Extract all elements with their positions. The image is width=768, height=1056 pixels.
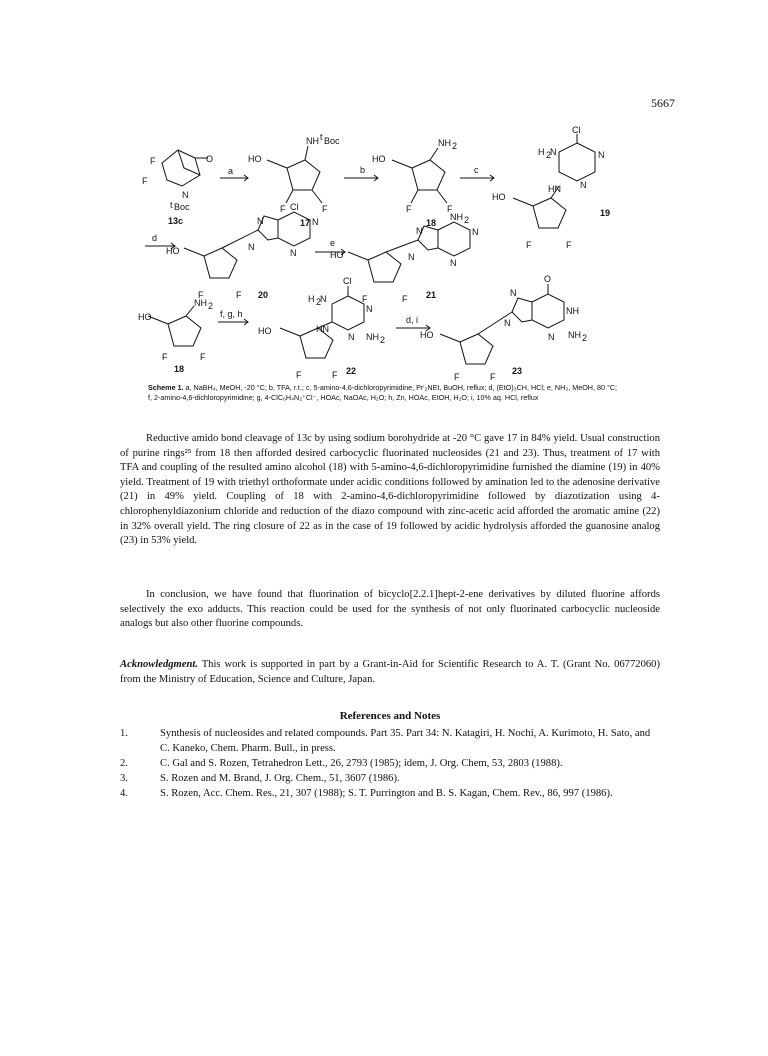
compound-13c: 13c [168,216,184,226]
acknowledgment-text: This work is supported in part by a Grant-in-Aid for Scientific Research to A. T. (Grant No. 06772060) from the Ministry of Education, Science and Culture, Japan. [120,659,660,685]
compound-18: 18 [174,364,185,374]
paragraph-conclusion [120,588,660,632]
atom-ho: HO [166,246,180,256]
atom-nhboc: NH [306,136,319,146]
atom-n: N [348,332,355,342]
caption-label: Scheme 1. [148,383,184,392]
structure-18 [412,160,445,190]
atom-nh2: NH [568,330,581,340]
atom-n: N [248,242,255,252]
references-list [120,726,660,801]
atom-nh2: NH [194,298,207,308]
atom-ho: HO [138,312,152,322]
reference-text: C. Gal and S. Rozen, Tetrahedron Lett., 26, 2793 (1985); idem, J. Org. Chem, 53, 2803 (1988). [160,758,563,769]
atom-ho: HO [330,250,344,260]
atom-ho: HO [492,192,506,202]
atom-hn: HN [548,184,561,194]
atom-n: N [320,294,327,304]
structure-17 [287,160,320,190]
structure-23-ring [460,334,493,364]
atom-n: N [580,180,587,190]
page-number: 5667 [651,96,675,110]
atom-f: F [362,294,368,304]
atom-h2n: H [308,294,315,304]
atom-nh2: NH [438,138,451,148]
arrow-e-label: e [330,238,336,248]
arrow-b-label: b [360,165,366,175]
compound-18: 18 [426,218,437,228]
acknowledgment-heading: Acknowledgment. [120,659,198,670]
structure-21-purine [438,222,470,256]
atom-n: N [290,248,297,258]
atom-n: N [408,252,415,262]
atom-n: N [472,227,479,237]
reference-number: 3. [120,773,128,784]
atom-f: F [142,176,148,186]
acknowledgment [120,658,660,687]
reference-item [120,726,660,756]
reaction-scheme [138,125,640,383]
reference-item [120,756,660,771]
atom-n: N [182,190,189,200]
atom-n: N [504,318,511,328]
atom-f: F [198,290,204,300]
scheme-caption [148,383,618,403]
atom-f: F [490,372,496,382]
atom-boc: Boc [324,136,340,146]
atom-f: F [322,204,328,214]
structure-19-ring [533,198,566,228]
atom-nh2: NH [450,212,463,222]
reference-text: S. Rozen, Acc. Chem. Res., 21, 307 (1988); S. T. Purrington and B. S. Kagan, Chem. Rev., 86, 997 (1986). [160,788,613,799]
atom-sub2: 2 [464,215,470,225]
arrow-d-label: d [152,233,158,243]
atom-n: N [416,226,423,236]
atom-n: N [450,258,457,268]
references-title: References and Notes [339,710,441,722]
atom-nh: NH [566,306,579,316]
compound-19: 19 [600,208,611,218]
atom-f: F [402,294,408,304]
atom-sub2: 2 [452,141,458,151]
atom-n: N [548,332,555,342]
atom-n: N [366,304,373,314]
atom-n: N [510,288,517,298]
atom-nh2: NH [366,332,379,342]
atom-cl: Cl [572,125,581,135]
atom-hn: HN [316,324,329,334]
atom-t: t [320,132,323,142]
atom-f: F [454,372,460,382]
atom-ho: HO [420,330,434,340]
atom-o: O [206,154,214,164]
atom-t: t [170,200,173,210]
reference-item [120,786,660,801]
reference-item [120,771,660,786]
atom-f: F [447,204,453,214]
structure-18-row3 [168,316,201,346]
atom-ho: HO [372,154,386,164]
atom-f: F [332,370,338,380]
reference-text: S. Rozen and M. Brand, J. Org. Chem., 51, 3607 (1986). [160,773,400,784]
atom-f: F [406,204,412,214]
atom-f: F [200,352,206,362]
atom-n: N [257,216,264,226]
atom-sub2: 2 [582,333,588,343]
structure-20-ring [204,248,237,278]
atom-f: F [150,156,156,166]
reference-number: 4. [120,788,128,799]
structure-19-pyrimidine [559,143,595,181]
atom-ho: HO [258,326,272,336]
atom-sub2: 2 [380,335,386,345]
arrow-c-label: c [474,165,479,175]
caption-text: a, NaBH₄, MeOH, -20 °C; b, TFA, r.t.; c, 5-amino-4,6-dichloropyrimidine, Prⁱ₂NEt, BuOH, reflux; d, (EtO)₃CH, HCl; e, NH₃, MeOH, 80 °C; f, 2-amino-4,6-dichloropyrimidine; g, 4-ClC₆H₄N₂⁺Cl⁻, HOAc, NaOAc, H₂O; h, Zn, HOAc, EtOH, H₂O; i, 10% aq. HCl, reflux [148,383,618,402]
atom-f: F [526,240,532,250]
compound-17: 17 [300,218,311,228]
structure-23-purine [532,294,564,328]
atom-cl: Cl [343,276,352,286]
compound-21: 21 [426,290,437,300]
arrow-a-label: a [228,166,234,176]
atom-f: F [280,204,286,214]
atom-sub2: 2 [546,150,552,160]
paragraph-results [120,432,660,549]
structure-22-pyrimidine [332,296,364,330]
compound-23: 23 [512,366,523,376]
atom-sub2: 2 [316,297,322,307]
atom-h2n: H [538,147,545,157]
reference-text: Synthesis of nucleosides and related compounds. Part 35. Part 34: N. Katagiri, H. Nochi, A. Kurimoto, H. Sato, and C. Kaneko, Chem. Pharm. Bull., in press. [160,728,651,754]
paragraph-text: In conclusion, we have found that fluorination of bicyclo[2.2.1]hept-2-ene derivatives by diluted fluorine affords selectively the exo adducts. This reaction could be used for the synthesis of not only fluorinated carbocyclic nucleoside analogs but also other fluorine compounds. [120,589,660,630]
atom-f: F [296,370,302,380]
atom-f: F [236,290,242,300]
paragraph-text: Reductive amido bond cleavage of 13c by using sodium borohydride at -20 °C gave 17 in 84% yield. Usual construction of purine rings²⁵ from 18 then afforded desired carbocyclic fluorinated nucleosides (21 and 23). Thus, treatment of 17 with TFA and coupling of the resulted amino alcohol (18) with 5-amino-4,6-dichloropyrimidine furnished the diamine (19) in 40% yield. Treatment of 19 with triethyl orthoformate under acidic conditions followed by amination led to the adenosine derivative (21) in 49% yield. Coupling of 18 with 2-amino-4,6-dichloropyrimidine followed by diazotization using 4-chlorophenyldiazonium chloride and reduction of the diazo compound with zinc-acetic acid afforded the aromatic amine (22) in 32% overall yield. The ring closure of 22 as in the case of 19 followed by acidic hydrolysis afforded the guanosine analog (23) in 53% yield. [120,433,660,547]
atom-o: O [544,274,552,284]
structure-13c [162,150,200,186]
arrow-fgh-label: f, g, h [220,309,243,319]
reference-number: 1. [120,728,128,739]
reference-number: 2. [120,758,128,769]
atom-n: N [550,147,557,157]
compound-22: 22 [346,366,357,376]
arrow-di-label: d, i [406,315,419,325]
structure-21-ring [368,252,401,282]
atom-f: F [162,352,168,362]
atom-sub2: 2 [208,301,214,311]
atom-n: N [598,150,605,160]
atom-n: N [312,217,319,227]
compound-20: 20 [258,290,269,300]
atom-cl: Cl [290,202,299,212]
atom-ho: HO [248,154,262,164]
atom-boc: Boc [174,202,190,212]
atom-f: F [566,240,572,250]
scheme-drawing [138,125,640,383]
